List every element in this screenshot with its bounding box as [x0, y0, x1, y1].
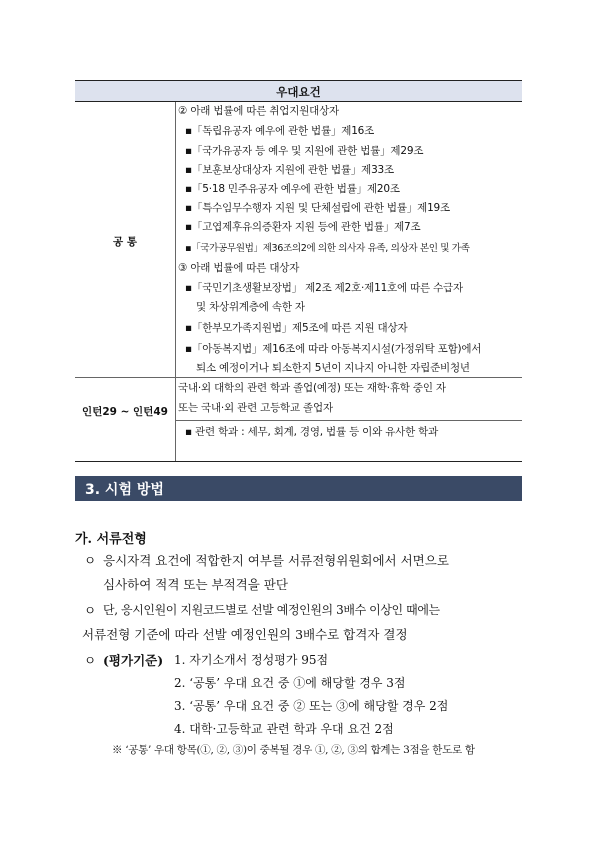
common-line: ▪「국민기초생활보장법」 제2조 제2호·제11호에 따른 수급자 — [185, 282, 463, 294]
paragraph-line: 응시자격 요건에 적합한지 여부를 서류전형위원회에서 서면으로 — [103, 553, 449, 568]
column-divider — [175, 102, 176, 461]
common-category-label: 공 통 — [113, 236, 137, 248]
common-line: ▪「5·18 민주유공자 예우에 관한 법률」제20조 — [185, 183, 400, 195]
table-header-label: 우대요건 — [276, 85, 321, 99]
section-title-bar — [75, 476, 522, 501]
bullet: ㅇ — [84, 603, 97, 618]
common-line: 및 차상위계층에 속한 자 — [196, 301, 305, 313]
criteria-line: 2. ‘공통’ 우대 요건 중 ①에 해당할 경우 3점 — [174, 676, 406, 690]
bullet: ㅇ — [84, 653, 97, 668]
criteria-label: (평가기준) — [103, 653, 164, 668]
common-line: ▪「특수임무수행자 지원 및 단체설립에 관한 법률」제19조 — [185, 202, 450, 214]
intern-category-label: 인턴29 ~ 인턴49 — [82, 406, 168, 418]
row-subdivider — [175, 420, 522, 421]
common-line: ▪「아동복지법」제16조에 따라 아동복지시설(가정위탁 포함)에서 — [185, 343, 482, 355]
common-line: ② 아래 법률에 따른 취업지원대상자 — [178, 105, 339, 117]
intern-line: 또는 국내·외 관련 고등학교 졸업자 — [178, 402, 333, 414]
criteria-line: 1. 자기소개서 정성평가 95점 — [174, 653, 329, 667]
subsection-title: 가. 서류전형 — [75, 532, 147, 547]
paragraph-line: 심사하여 적격 또는 부적격을 판단 — [103, 577, 288, 592]
intern-line: ▪ 관련 학과 : 세무, 회계, 경영, 법률 등 이와 유사한 학과 — [185, 426, 439, 438]
row-divider — [75, 377, 522, 378]
common-line: ▪「고엽제후유의증환자 지원 등에 관한 법률」제7조 — [185, 221, 421, 233]
bullet: ㅇ — [84, 553, 97, 568]
criteria-line: 4. 대학·고등학교 관련 학과 우대 요건 2점 — [174, 722, 394, 736]
common-line: 퇴소 예정이거나 퇴소한지 5년이 지나지 아니한 자립준비청년 — [196, 362, 470, 374]
common-line: ▪「보훈보상대상자 지원에 관한 법률」제33조 — [185, 164, 394, 176]
common-line: ▪「국가유공자 등 예우 및 지원에 관한 법률」제29조 — [185, 145, 424, 157]
table-header — [75, 80, 522, 102]
criteria-line: 3. ‘공통’ 우대 요건 중 ② 또는 ③에 해당할 경우 2점 — [174, 699, 449, 713]
paragraph-line: 서류전형 기준에 따라 선발 예정인원의 3배수로 합격자 결정 — [82, 627, 408, 642]
preference-requirements-table — [75, 80, 522, 461]
common-line: ▪「독립유공자 예우에 관한 법률」제16조 — [185, 125, 375, 137]
paragraph-line: 단, 응시인원이 지원코드별로 선발 예정인원의 3배수 이상인 때에는 — [103, 603, 440, 617]
footnote: ※ ‘공통’ 우대 항목(①, ②, ③)이 중복될 경우 ①, ②, ③의 합계는 3점을 한도로 함 — [112, 744, 475, 756]
section-title: 3. 시험 방법 — [85, 482, 164, 498]
common-line: ③ 아래 법률에 따른 대상자 — [178, 262, 300, 274]
common-line: ▪「한부모가족지원법」제5조에 따른 지원 대상자 — [185, 322, 408, 334]
table-bottom-border — [75, 461, 522, 462]
common-line: ▪「국가공무원법」제36조의2에 의한 의사자 유족, 의상자 본인 및 가족 — [185, 243, 470, 254]
intern-line: 국내·외 대학의 관련 학과 졸업(예정) 또는 재학·휴학 중인 자 — [178, 382, 446, 394]
